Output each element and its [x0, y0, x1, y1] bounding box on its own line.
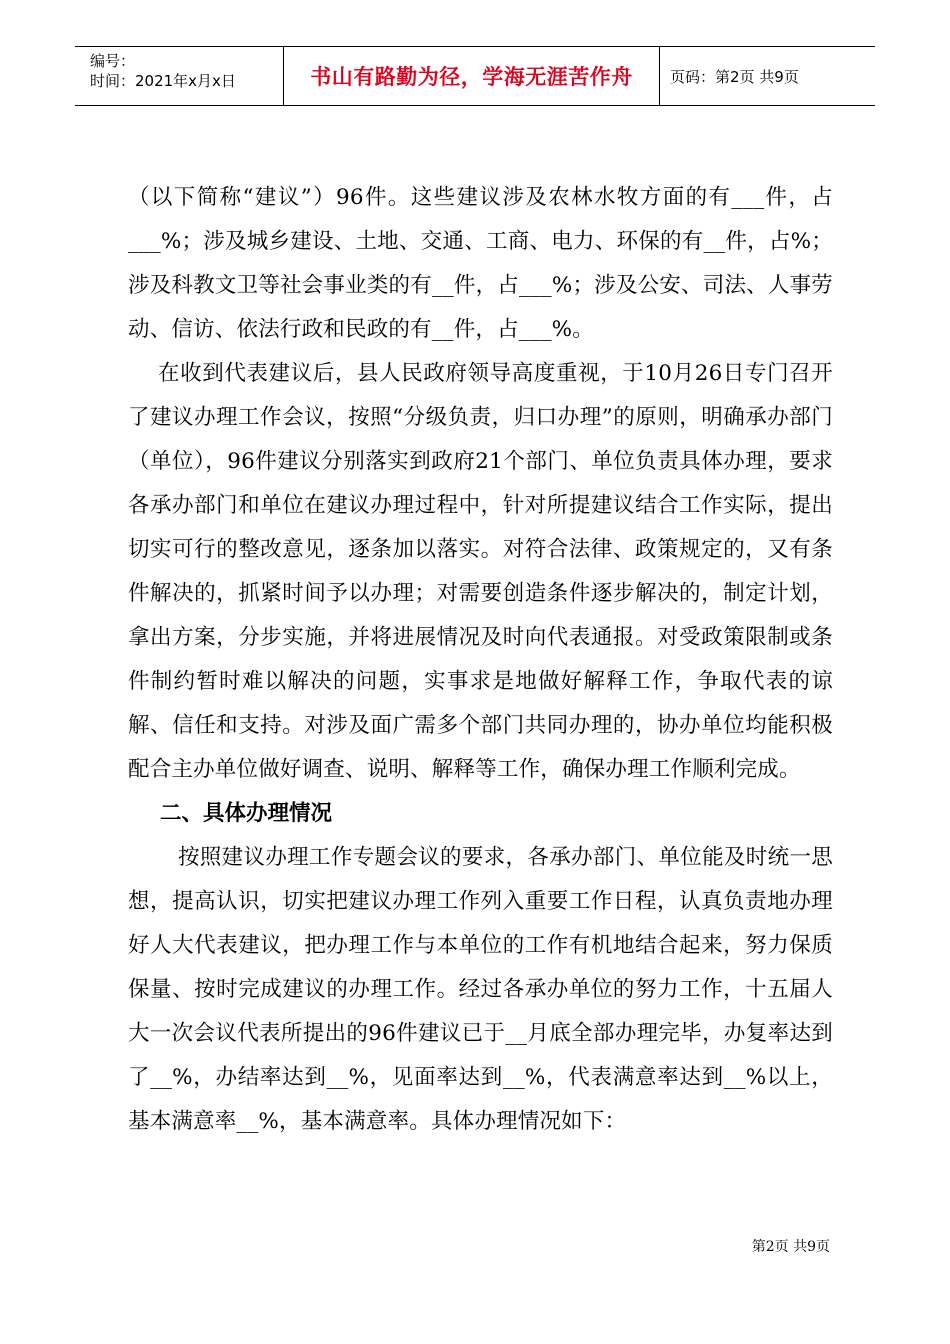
document-number-label: 编号：	[90, 52, 136, 70]
section-heading: 二、具体办理情况	[160, 801, 333, 826]
footer-page-number: 第2页 共9页	[751, 1239, 830, 1255]
page-header	[75, 46, 875, 106]
header-motto: 书山有路勤为径，学海无涯苦作舟	[284, 47, 660, 105]
body-paragraph-2: 在收到代表建议后，县人民政府领导高度重视，于10月26日专门召开了建议办理工作会议，按照“分级负责，归口办理”的原则，明确承办部门（单位），96件建议分别落实到政府21个部门、单位负责具体办理，要求各承办部门和单位在建议办理过程中，针对所提建议结合工作实际，提出切实可行的整改意见，逐条加以落实。对符合法律、政策规定的，又有条件解决的，抓紧时间予以办理；对需要创造条件逐步解决的，制定计划，拿出方案，分步实施，并将进展情况及时向代表通报。对受政策限制或条件制约暂时难以解决的问题，实事求是地做好解释工作，争取代表的谅解、信任和支持。对涉及面广需多个部门共同办理的，协办单位均能积极配合主办单位做好调查、说明、解释等工作，确保办理工作顺利完成。	[128, 361, 833, 782]
document-body	[128, 176, 833, 1144]
header-page-info: 页码：第2页 共9页	[670, 67, 799, 86]
header-meta	[75, 47, 284, 105]
body-paragraph-3: 按照建议办理工作专题会议的要求，各承办部门、单位能及时统一思想，提高认识，切实把建议办理工作列入重要工作日程，认真负责地办理好人大代表建议，把办理工作与本单位的工作有机地结合起来，努力保质保量、按时完成建议的办理工作。经过各承办单位的努力工作，十五届人大一次会议代表所提出的96件建议已于__月底全部办理完毕，办复率达到了__%，办结率达到__%，见面率达到__%，代表满意率达到__%以上，基本满意率__%，基本满意率。具体办理情况如下：	[128, 845, 833, 1134]
body-paragraph-1: （以下简称“建议”）96件。这些建议涉及农林水牧方面的有___件，占___%；涉及城乡建设、土地、交通、工商、电力、环保的有__件，占%；涉及科教文卫等社会事业类的有__件，占___%；涉及公安、司法、人事劳动、信访、依法行政和民政的有__件，占___%。	[128, 185, 833, 342]
document-time-label: 时间：2021年x月x日	[90, 72, 236, 90]
